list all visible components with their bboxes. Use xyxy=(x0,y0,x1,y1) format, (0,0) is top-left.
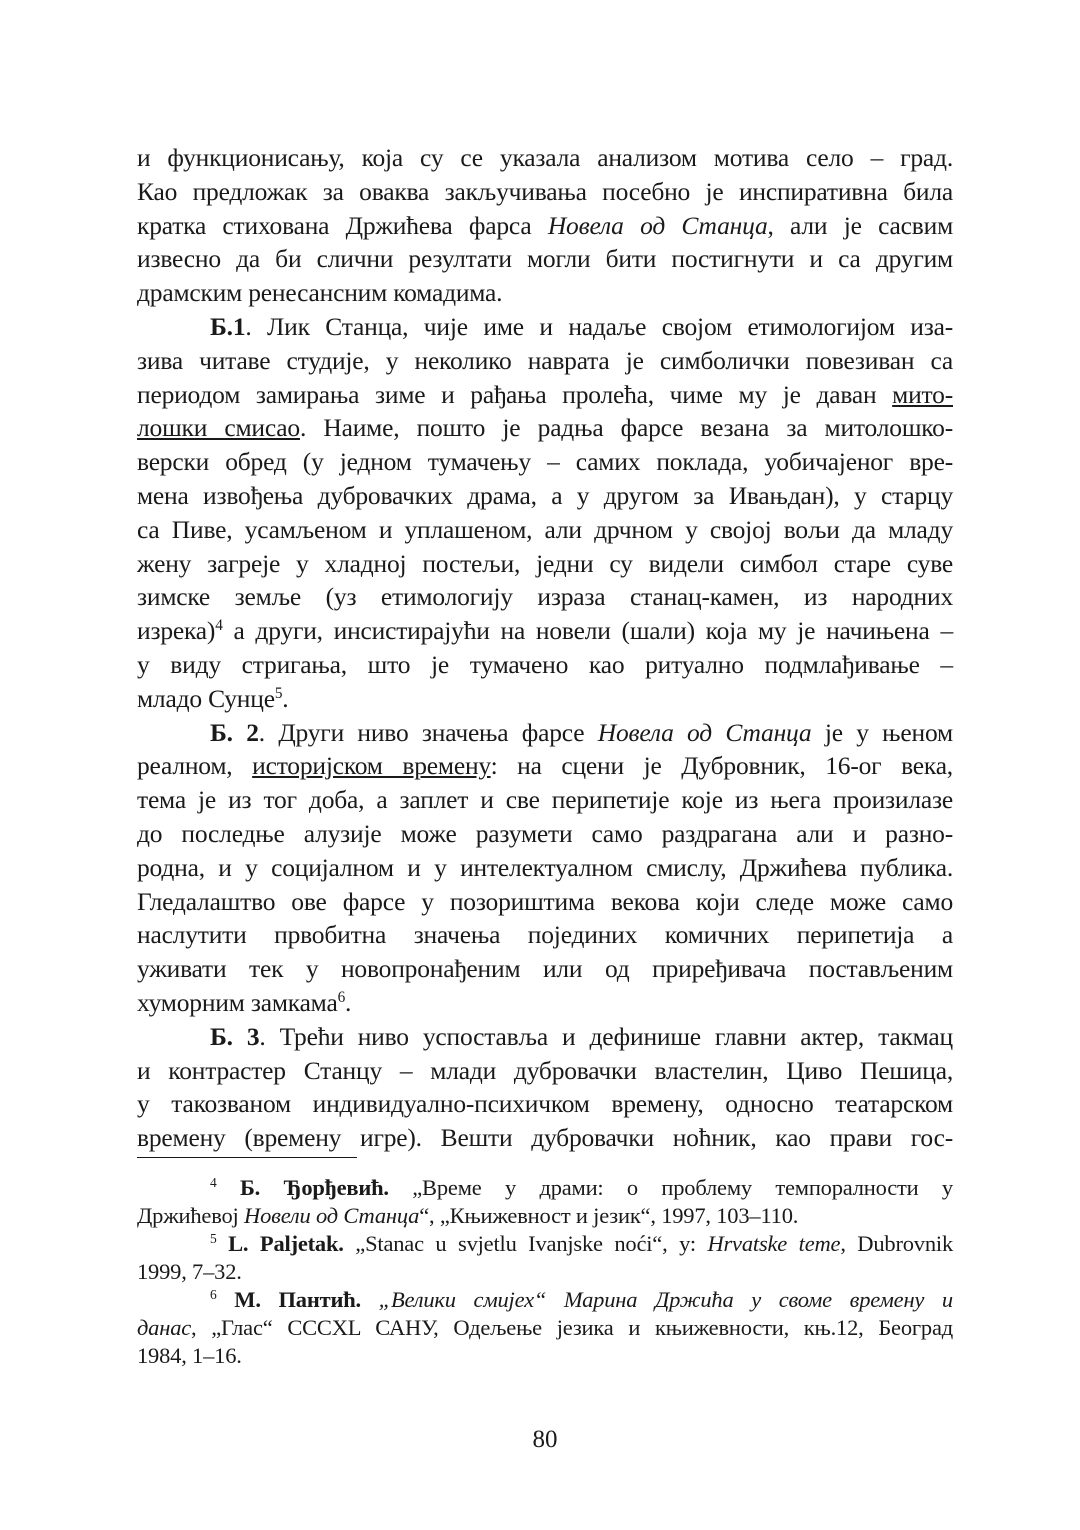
text-line xyxy=(137,1174,953,1202)
text-run: : на сцени је Дубровник, 16-ог века, xyxy=(490,751,953,781)
text-line xyxy=(137,1286,953,1314)
text-run: L. Paljetak. xyxy=(216,1230,344,1256)
text-run: Б. 3 xyxy=(210,1021,260,1051)
text-line xyxy=(137,547,953,581)
text-run: „Велики смијех“ Марина Држића у своме времену и xyxy=(360,1286,953,1312)
text-line xyxy=(137,1054,953,1088)
paragraph xyxy=(137,310,953,716)
text-line xyxy=(137,885,953,919)
footnote xyxy=(137,1230,953,1286)
text-line xyxy=(137,411,953,445)
text-run: реалном, xyxy=(137,751,253,781)
text-run: , „Глас“ CCCXL САНУ, Одељење језика и књижевности, књ.12, Београд xyxy=(191,1314,953,1340)
text-run: Б. 2 xyxy=(210,717,259,747)
text-line xyxy=(137,513,953,547)
page-column xyxy=(137,141,953,1370)
text-line xyxy=(137,1121,953,1155)
text-run: Новели од Станца xyxy=(244,1202,420,1228)
text-run: . Наиме, пошто је радња фарсе везана за митолошко- xyxy=(299,413,953,443)
footnote-ref: 5 xyxy=(274,684,283,702)
text-run: кратка стихована Држићева фарса xyxy=(137,210,548,240)
text-run: . Други ниво значења фарсе xyxy=(258,717,598,747)
text-run: данас xyxy=(137,1314,192,1340)
text-line xyxy=(137,242,953,276)
text-run: Држићевој xyxy=(137,1202,245,1228)
text-run: а други, инсистирајући на новели (шали) која му је начињена – xyxy=(222,616,953,646)
text-line xyxy=(137,378,953,412)
text-line xyxy=(137,851,953,885)
text-run: родна, и у социјалном и у интелектуалном смислу, Држићева публика. xyxy=(137,852,953,882)
footnote-ref: 6 xyxy=(337,988,346,1006)
text-line xyxy=(137,918,953,952)
text-run: . Лик Станца, чије име и надаље својом етимологијом иза- xyxy=(245,311,953,341)
text-run: тема је из тог доба, а заплет и све перипетије које из њега произилазе xyxy=(137,785,953,815)
text-line xyxy=(137,614,953,648)
text-run: хуморним замкама xyxy=(137,987,338,1017)
text-line xyxy=(137,175,953,209)
text-line xyxy=(137,479,953,513)
text-run: жену загреје у хладној постељи, једни су видели симбол старе суве xyxy=(137,548,953,578)
text-line xyxy=(137,310,953,344)
text-line xyxy=(137,141,953,175)
footnote-ref: 4 xyxy=(215,616,223,634)
text-run: драмским ренесансним комадима. xyxy=(137,278,503,308)
text-line xyxy=(137,276,953,310)
text-line xyxy=(137,783,953,817)
text-run: времену (времену игре). Вешти дубровачки ноћник, као прави гос- xyxy=(137,1123,953,1153)
text-run: „Време у драми: о проблему темпоралности у xyxy=(388,1174,953,1200)
text-run: Гледалаштво ове фарсе у позориштима векова који следе може само xyxy=(137,886,953,916)
text-line xyxy=(137,817,953,851)
text-run: у такозваном индивидуално-психичком времену, односно театарском xyxy=(137,1089,953,1119)
text-run: „Stanac u svjetlu Ivanjske noći“, у: xyxy=(343,1230,708,1256)
text-line xyxy=(137,580,953,614)
paragraph xyxy=(137,716,953,1020)
text-line xyxy=(137,716,953,750)
footnotes xyxy=(137,1174,953,1370)
text-line xyxy=(137,1230,953,1258)
text-run: у виду стригања, што је тумачено као ритуално подмлађивање – xyxy=(137,649,953,679)
text-line xyxy=(137,1342,953,1370)
paragraph xyxy=(137,1020,953,1155)
text-run: . xyxy=(282,683,289,713)
text-run: , Dubrovnik xyxy=(840,1230,953,1256)
text-run: мена извођења дубровачких драма, а у другом за Ивањдан), у старцу xyxy=(137,480,953,510)
text-run: зива читаве студије, у неколико наврата је симболички повезиван са xyxy=(137,345,953,375)
text-line xyxy=(137,1258,953,1286)
text-line xyxy=(137,1087,953,1121)
text-run: извесно да би слични резултати могли бити постигнути и са другим xyxy=(137,244,953,274)
text-run: Новела од Станца xyxy=(597,717,812,747)
text-line xyxy=(137,1314,953,1342)
text-run: верски обред (у једном тумачењу – самих поклада, уобичајеног вре- xyxy=(137,447,953,477)
page-number: 80 xyxy=(532,1426,558,1453)
text-run: Б.1 xyxy=(210,311,246,341)
text-run: изрека) xyxy=(137,616,216,646)
text-run: зимске земље (уз етимологију израза станац-камен, из народних xyxy=(137,582,953,612)
text-run: Новела од Станца xyxy=(547,210,768,240)
text-line xyxy=(137,749,953,783)
text-line xyxy=(137,445,953,479)
text-run: , али је сасвим xyxy=(767,210,953,240)
footnote-separator xyxy=(137,1157,357,1158)
text-run: периодом замирања зиме и рађања пролећа, чиме му је даван xyxy=(137,379,893,409)
footnote-ref: 6 xyxy=(210,1286,217,1302)
text-line xyxy=(137,344,953,378)
text-run: 1999, 7–32. xyxy=(137,1258,242,1284)
text-line xyxy=(137,648,953,682)
text-run: 1984, 1–16. xyxy=(137,1342,242,1368)
text-run: до последње алузије може разумети само раздрагана али и разно- xyxy=(137,818,953,848)
text-run: и контрастер Станцу – млади дубровачки властелин, Циво Пешица, xyxy=(137,1055,953,1085)
text-line xyxy=(137,1202,953,1230)
paragraph xyxy=(137,141,953,310)
text-line xyxy=(137,209,953,243)
body-text xyxy=(137,141,953,1155)
footnote-ref: 4 xyxy=(210,1174,217,1190)
footnote xyxy=(137,1286,953,1370)
text-run: . Трећи ниво успоставља и дефинише главни актер, такмац xyxy=(259,1021,953,1051)
text-run: . xyxy=(345,987,352,1017)
text-run: лошки смисао xyxy=(137,413,300,443)
text-run: са Пиве, усамљеном и уплашеном, али дрчном у својој вољи да младу xyxy=(137,514,953,544)
text-run: Hrvatske teme xyxy=(707,1230,841,1256)
footnote-ref: 5 xyxy=(210,1230,217,1246)
text-run: је у њеном xyxy=(811,717,953,747)
text-run: историјском времену xyxy=(252,751,491,781)
text-run: М. Пантић. xyxy=(216,1286,361,1312)
text-run: Б. Ђорђевић. xyxy=(216,1174,389,1200)
text-run: мито- xyxy=(892,379,953,409)
text-line xyxy=(137,986,953,1020)
text-run: и функционисању, која су се указала анализом мотива село – град. xyxy=(137,143,953,172)
text-run: наслутити првобитна значења појединих комичних перипетија а xyxy=(137,920,953,950)
text-line xyxy=(137,682,953,716)
footnote xyxy=(137,1174,953,1230)
text-line xyxy=(137,952,953,986)
text-run: “, „Књижевност и језик“, 1997, 103–110. xyxy=(419,1202,799,1228)
text-run: младо Сунце xyxy=(137,683,275,713)
text-run: уживати тек у новопронађеним или од приређивача постављеним xyxy=(137,954,953,984)
text-line xyxy=(137,1020,953,1054)
text-run: Као предложак за оваква закључивања посебно је инспиративна била xyxy=(137,176,953,206)
